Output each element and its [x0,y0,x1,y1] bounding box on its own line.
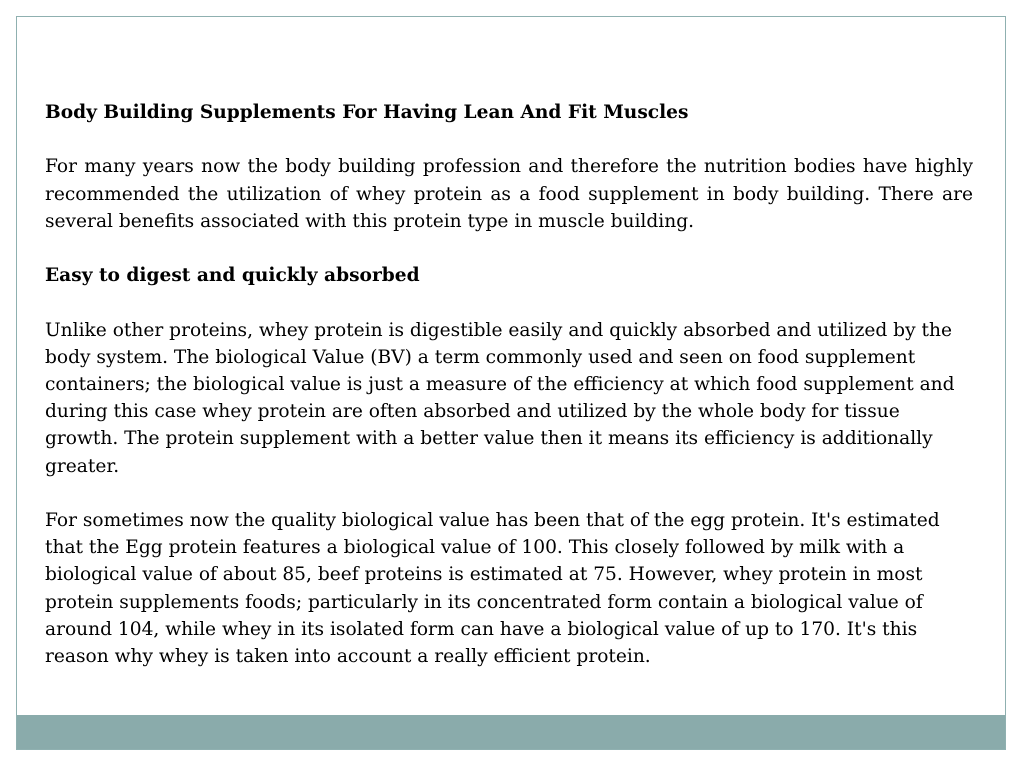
document-title: Body Building Supplements For Having Lean And Fit Muscles [45,102,689,123]
footer-bar [17,715,1005,749]
paragraph-egg-protein: For sometimes now the quality biological value has been that of the egg protein. It's estimated that the Egg protein features a biological value of 100. This closely followed by milk with a biological value of about 85, beef proteins is estimated at 75. However, whey protein in most protein supplements foods; particularly in its concentrated form contain a biological value of around 104, while whey in its isolated form can have a biological value of up to 170. It's this reason why whey is taken into account a really efficient protein. [45,509,940,667]
document-body [45,99,973,670]
spacer [45,235,973,262]
section-heading: Easy to digest and quickly absorbed [45,265,420,287]
paragraph-biological-value: Unlike other proteins, whey protein is digestible easily and quickly absorbed and utilized by the body system. The biological Value (BV) a term commonly used and seen on food supplement containers; the biological value is just a measure of the efficiency at which food supplement and during this case whey protein are often absorbed and utilized by the whole body for tissue growth. The protein supplement with a better value then it means its efficiency is additionally greater. [45,319,955,477]
slide-frame [16,16,1006,750]
intro-paragraph: For many years now the body building profession and therefore the nutrition bodies have highly recommended the utilization of whey protein as a food supplement in body building. There are several benefits associated with this protein type in muscle building. [45,156,973,232]
spacer [45,126,973,153]
spacer [45,480,973,507]
spacer [45,289,973,316]
